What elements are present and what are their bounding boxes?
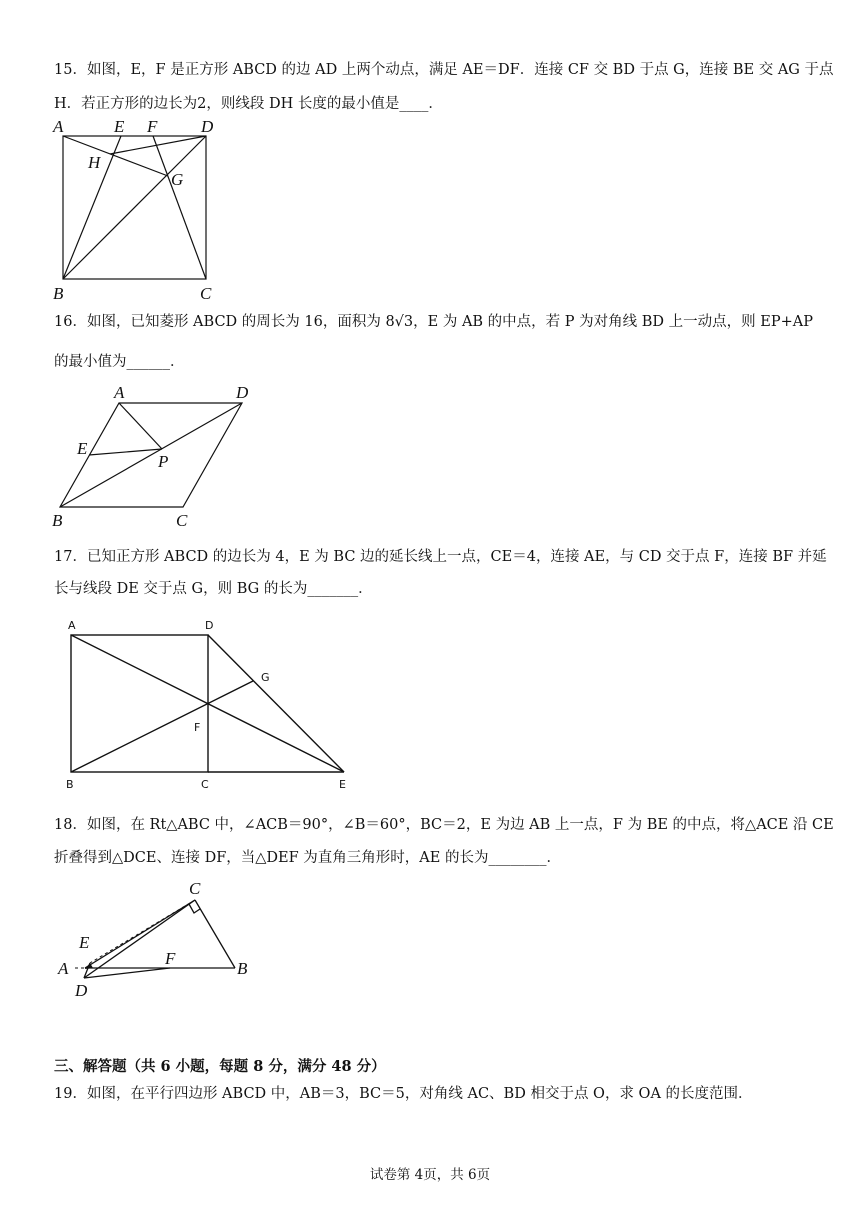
q16-label-e: E [77,439,88,458]
q18-label-c: C [189,879,201,898]
q15-label-e: E [114,117,125,136]
q17-label-c: C [201,778,209,791]
q16-figure [45,378,265,537]
q17-label-b: B [66,778,74,791]
q16-text-line1: 16．如图，已知菱形 ABCD 的周长为 16，面积为 8√3，E 为 AB 的中点，若 P 为对角线 BD 上一动点，则 EP+AP [54,314,813,330]
q17-figure [60,614,360,798]
q15-label-d: D [201,117,214,136]
q18-label-b: B [237,959,248,978]
q16-label-a: A [114,383,125,402]
q17-label-f: F [194,721,201,734]
q17-text-line2: 长与线段 DE 交于点 G，则 BG 的长为_______． [54,581,373,597]
page-footer: 试卷第 4页，共 6页 [369,1167,491,1183]
q15-label-a: A [53,117,64,136]
q19-text-line1: 19．如图，在平行四边形 ABCD 中，AB＝3，BC＝5，对角线 AC、BD 相交于点 O，求 OA 的长度范围． [54,1086,753,1102]
q18-text-line1: 18．如图，在 Rt△ABC 中，∠ACB＝90°，∠B＝60°，BC＝2，E 为边 AB 上一点，F 为 BE 的中点，将△ACE 沿 CE [54,817,834,833]
q16-text-line2: 的最小值为______． [54,354,185,370]
q15-label-g: G [171,170,184,189]
q15-figure [50,115,225,309]
q15-label-f: F [147,117,158,136]
q17-label-g: G [261,671,270,684]
q17-label-e: E [339,778,346,791]
q18-label-d: D [75,981,88,1000]
q15-text-line2: H．若正方形的边长为2，则线段 DH 长度的最小值是____． [54,96,443,112]
q16-label-p: P [158,452,169,471]
q17-label-d: D [205,619,214,632]
q15-label-h: H [88,153,101,172]
q18-label-f: F [165,949,176,968]
q18-figure [55,875,265,1009]
q17-label-a: A [68,619,76,632]
q18-label-e: E [79,933,90,952]
q18-text-line2: 折叠得到△DCE、连接 DF，当△DEF 为直角三角形时，AE 的长为________． [54,850,561,866]
q18-label-a: A [58,959,69,978]
q16-label-c: C [176,511,188,530]
section-title: 三、解答题（共 6 小题，每题 8 分，满分 48 分） [54,1058,386,1075]
q17-text-line1: 17．已知正方形 ABCD 的边长为 4，E 为 BC 边的延长线上一点，CE＝4，连接 AE，与 CD 交于点 F，连接 BF 并延 [54,549,827,565]
q16-label-d: D [236,383,249,402]
q16-label-b: B [52,511,63,530]
q15-label-b: B [53,284,64,303]
q15-label-c: C [200,284,212,303]
q15-text-line1: 15．如图，E，F 是正方形 ABCD 的边 AD 上两个动点，满足 AE＝DF．连接 CF 交 BD 于点 G，连接 BE 交 AG 于点 [54,62,834,78]
